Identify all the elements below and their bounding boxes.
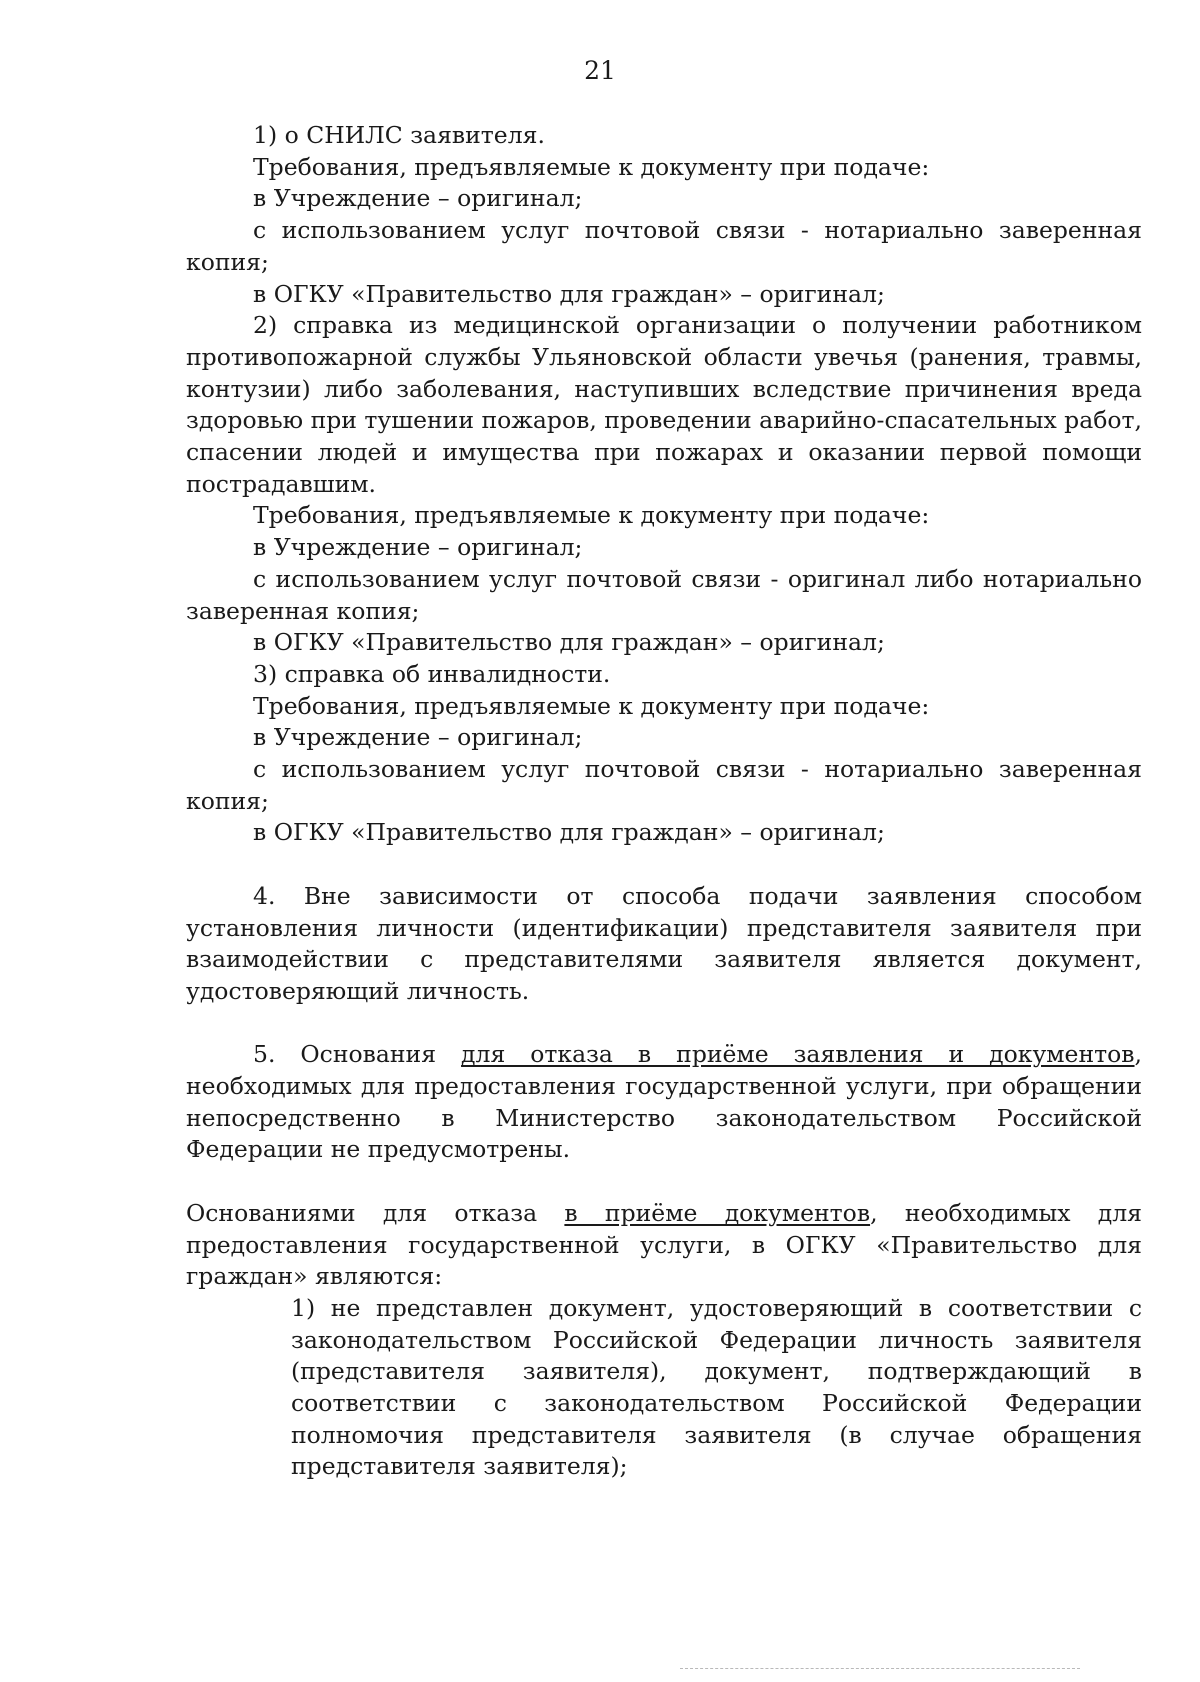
paragraph-ogku: в ОГКУ «Правительство для граждан» – оригинал; [253, 818, 885, 847]
paragraph-requirements: Требования, предъявляемые к документу при подаче: [253, 691, 930, 720]
paragraph-identification: 4. Вне зависимости от способа подачи заявления способом установления личности (идентификации) представителя заявителя при взаимодействии с представителями заявителя является документ, удостоверяющий личность. [186, 881, 1142, 1005]
paragraph-refusal-grounds-ogku [186, 1198, 1142, 1293]
paragraph-postal: с использованием услуг почтовой связи - оригинал либо нотариально заверенная копия; [186, 564, 1142, 625]
underlined-text: в приёме документов [564, 1198, 871, 1227]
paragraph-institution: в Учреждение – оригинал; [253, 723, 583, 752]
paragraph-postal: с использованием услуг почтовой связи - нотариально заверенная копия; [186, 216, 1142, 276]
text-run: , необходимых для предоставления государственной услуги, в ОГКУ «Правительство для граждан» являются: [186, 1198, 1142, 1291]
paragraph-medical-certificate: 2) справка из медицинской организации о получении работником противопожарной службы Ульяновской области увечья (ранения, травмы, контузии) либо заболевания, наступивших вследствие причинения вреда здоровью при тушении пожаров, проведении аварийно-спасательных работ, спасении людей и имущества при пожарах и оказании первой помощи пострадавшим. [186, 311, 1143, 498]
refusal-grounds-list [186, 1293, 1142, 1483]
footer-divider [680, 1668, 1080, 1669]
page-number: 21 [584, 56, 616, 85]
text-run: , необходимых для предоставления государственной услуги, при обращении непосредственно в Министерство законодательством Российской Федерации не предусмотрены. [186, 1040, 1142, 1164]
text-run: 5. Основания [253, 1040, 462, 1069]
paragraph-snils: 1) о СНИЛС заявителя. [253, 121, 545, 149]
underlined-text: для отказа в приёме заявления и документов [461, 1040, 1135, 1069]
paragraph-requirements: Требования, предъявляемые к документу при подаче: [253, 501, 930, 530]
paragraph-requirements: Требования, предъявляемые к документу при подаче: [253, 152, 930, 181]
paragraph-disability-certificate: 3) справка об инвалидности. [253, 659, 611, 688]
list-item: 1) не представлен документ, удостоверяющий в соответствии с законодательством Российской Федерации личность заявителя (представителя заявителя), документ, подтверждающий в соответствии с законодательством Российской Федерации полномочия представителя заявителя (в случае обращения представителя заявителя); [291, 1293, 1142, 1481]
text-run: Основаниями для отказа [186, 1198, 565, 1227]
paragraph-ogku: в ОГКУ «Правительство для граждан» – оригинал; [253, 279, 885, 308]
paragraph-postal: с использованием услуг почтовой связи - нотариально заверенная копия; [186, 755, 1142, 815]
paragraph-ogku: в ОГКУ «Правительство для граждан» – оригинал; [253, 628, 885, 657]
paragraph-institution: в Учреждение – оригинал; [253, 533, 583, 562]
paragraph-institution: в Учреждение – оригинал; [253, 184, 583, 213]
document-body [186, 120, 1142, 1483]
paragraph-refusal-grounds-ministry [186, 1039, 1142, 1166]
